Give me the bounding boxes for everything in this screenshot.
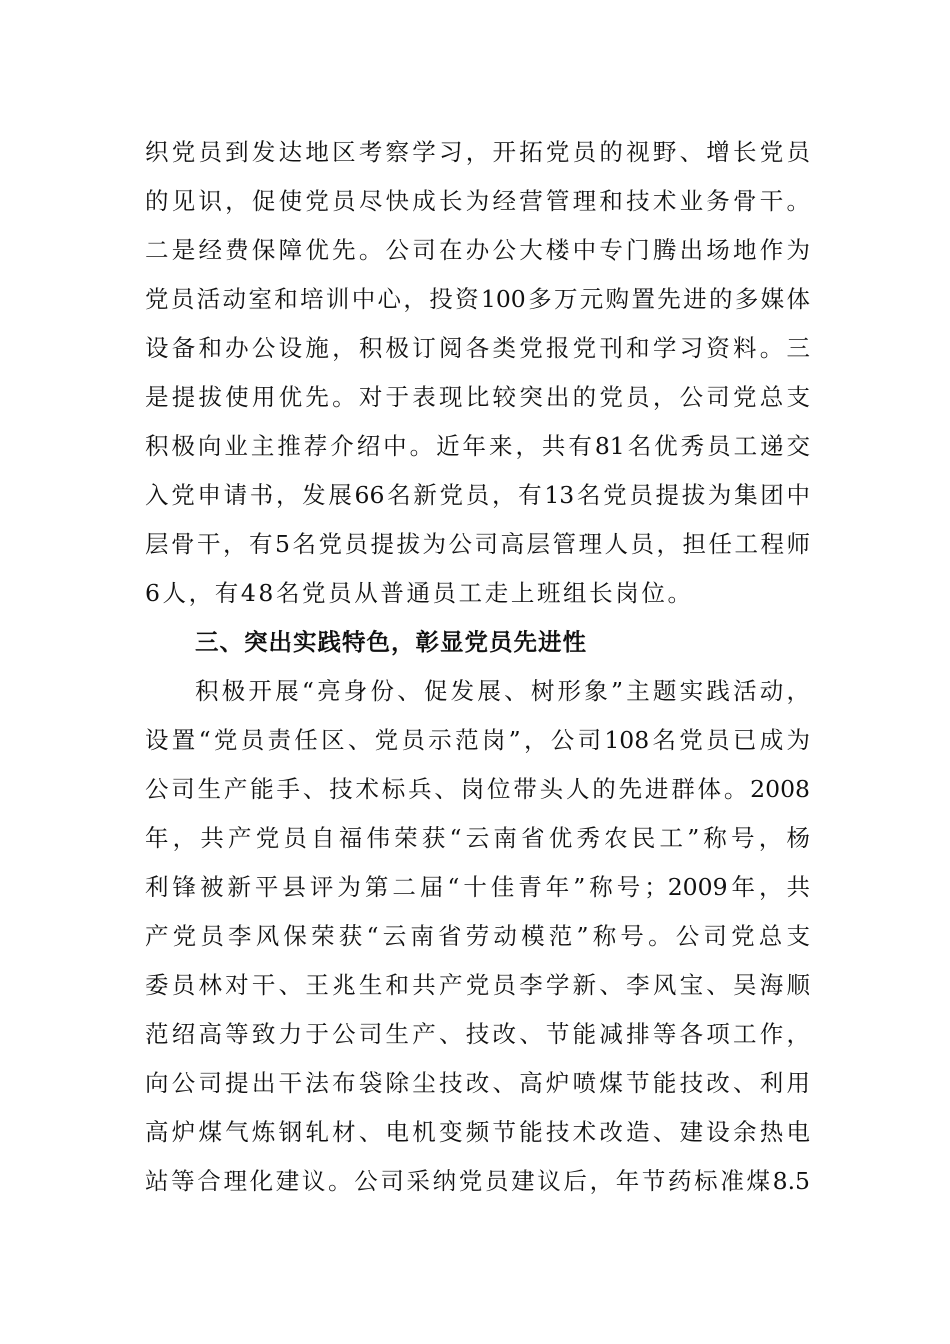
text-line: 产党员李风保荣获“云南省劳动模范”称号。公司党总支 [145,922,810,950]
text-line: 是提拔使用优先。对于表现比较突出的党员，公司党总支 [145,383,810,411]
text-line: 设备和办公设施，积极订阅各类党报党刊和学习资料。三 [145,334,810,362]
text-line: 设置“党员责任区、党员示范岗”，公司108名党员已成为 [145,726,810,754]
text-line: 站等合理化建议。公司采纳党员建议后，年节药标准煤8.5 [145,1167,810,1195]
text-line: 公司生产能手、技术标兵、岗位带头人的先进群体。2008 [145,775,810,803]
section-heading: 三、突出实践特色，彰显党员先进性 [195,628,587,656]
text-line: 织党员到发达地区考察学习，开拓党员的视野、增长党员 [145,138,810,166]
text-line: 的见识，促使党员尽快成长为经营管理和技术业务骨干。 [145,187,810,215]
text-line: 党员活动室和培训中心，投资100多万元购置先进的多媒体 [145,285,810,313]
text-line: 年，共产党员自福伟荣获“云南省优秀农民工”称号，杨 [145,824,810,852]
text-line: 积极向业主推荐介绍中。近年来，共有81名优秀员工递交 [145,432,810,460]
document-body [145,128,810,1206]
text-line: 利锋被新平县评为第二届“十佳青年”称号；2009年，共 [145,873,810,901]
text-line: 委员林对干、王兆生和共产党员李学新、李风宝、吴海顺 [145,971,810,999]
text-line: 积极开展“亮身份、促发展、树形象”主题实践活动， [195,677,810,705]
text-line: 向公司提出干法布袋除尘技改、高炉喷煤节能技改、利用 [145,1069,810,1097]
text-line: 6人，有48名党员从普通员工走上班组长岗位。 [145,579,694,607]
text-line: 高炉煤气炼钢轧材、电机变频节能技术改造、建设余热电 [145,1118,810,1146]
text-line: 二是经费保障优先。公司在办公大楼中专门腾出场地作为 [145,236,810,264]
text-line: 范绍高等致力于公司生产、技改、节能减排等各项工作， [145,1020,810,1048]
text-line: 入党申请书，发展66名新党员，有13名党员提拔为集团中 [145,481,810,509]
text-line: 层骨干，有5名党员提拔为公司高层管理人员，担任工程师 [145,530,810,558]
